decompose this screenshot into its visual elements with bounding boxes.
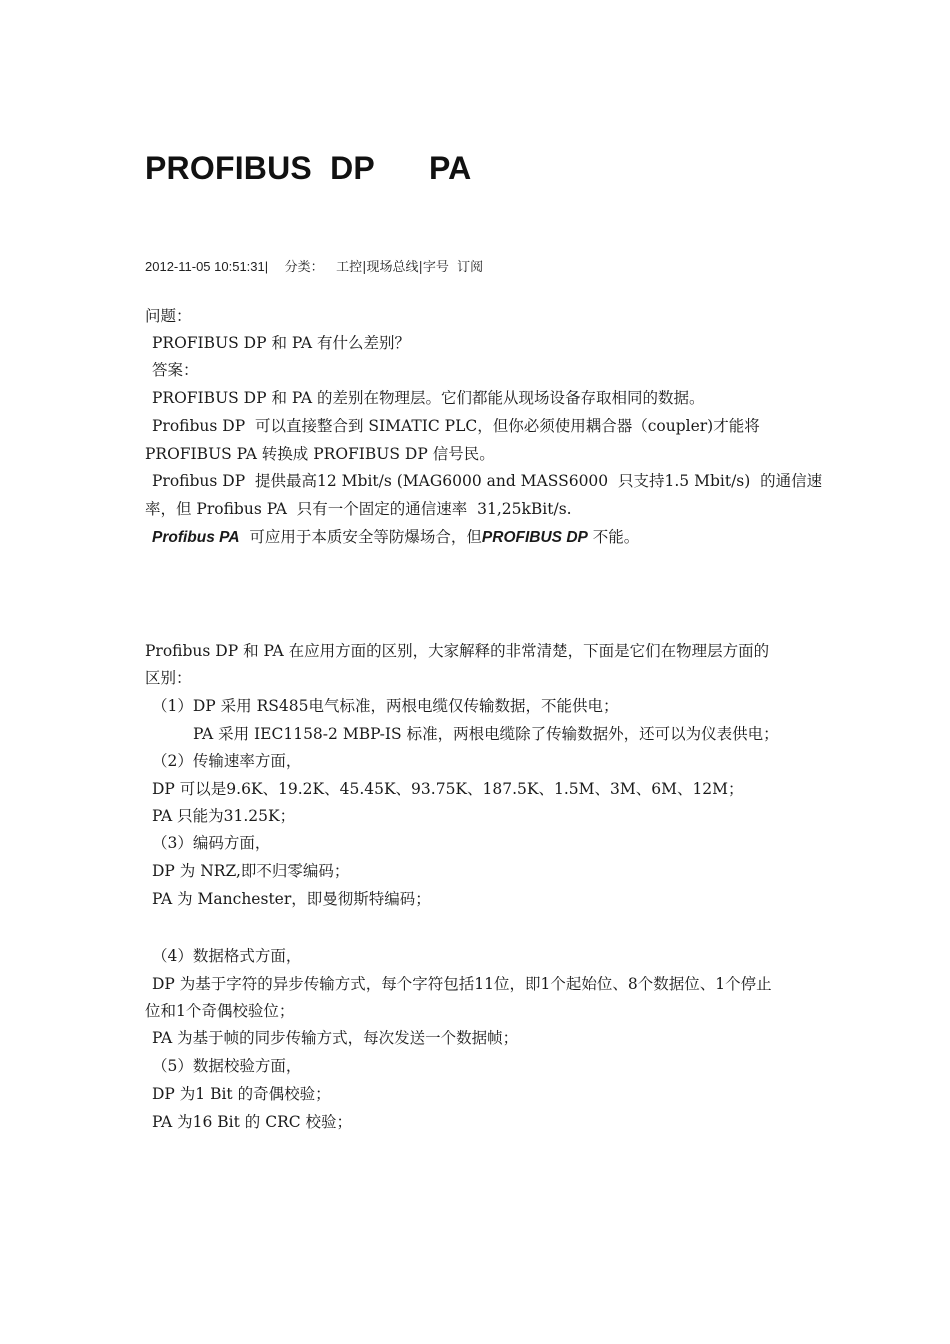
question-label: 问题： xyxy=(145,307,192,325)
point-2-heading: （2）传输速率方面， xyxy=(152,752,302,770)
point-2-pa: PA 只能为31.25K； xyxy=(152,807,296,825)
physical-intro-line-1: Profibus DP 和 PA 在应用方面的区别，大家解释的非常清楚，下面是它们在物理层方面的 xyxy=(145,642,770,660)
post-meta xyxy=(145,256,483,275)
point-3-heading: （3）编码方面， xyxy=(152,834,271,852)
profibus-dp-emphasis: PROFIBUS DP xyxy=(481,529,588,546)
question-text: PROFIBUS DP 和 PA 有什么差别？ xyxy=(152,334,411,352)
answer-paragraph-3-line-1: Profibus DP 提供最高12 Mbit/s (MAG6000 and MASS6000 只支持1.5 Mbit/s) 的通信速 xyxy=(152,472,823,490)
point-5-dp: DP 为1 Bit 的奇偶校验； xyxy=(152,1085,331,1103)
answer-paragraph-4 xyxy=(152,527,639,548)
answer-paragraph-1: PROFIBUS DP 和 PA 的差别在物理层。它们都能从现场设备存取相同的数据。 xyxy=(152,389,705,407)
point-5-heading: （5）数据校验方面， xyxy=(152,1057,302,1075)
point-4-heading: （4）数据格式方面， xyxy=(152,947,302,965)
point-5-pa: PA 为16 Bit 的 CRC 校验； xyxy=(152,1113,353,1131)
point-4-dp-line-2: 位和1个奇偶校验位； xyxy=(145,1002,295,1020)
point-2-dp: DP 可以是9.6K、19.2K、45.45K、93.75K、187.5K、1.5M、3M、6M、12M； xyxy=(152,780,744,798)
point-4-pa: PA 为基于帧的同步传输方式，每次发送一个数据帧； xyxy=(152,1029,519,1047)
point-1-pa: PA 采用 IEC1158-2 MBP-IS 标准，两根电缆除了传输数据外，还可以为仪表供电； xyxy=(193,725,779,743)
page-title: PROFIBUS DP PA xyxy=(145,150,472,186)
profibus-pa-emphasis: Profibus PA xyxy=(152,529,240,546)
category-value: 工控|现场总线|字号 订阅 xyxy=(336,260,484,275)
physical-intro-line-2: 区别： xyxy=(145,669,192,687)
point-4-dp-line-1: DP 为基于字符的异步传输方式，每个字符包括11位，即1个起始位、8个数据位、1个停止 xyxy=(152,975,772,993)
answer-paragraph-4-middle: 可应用于本质安全等防爆场合，但 xyxy=(239,528,482,546)
answer-paragraph-2-line-1: Profibus DP 可以直接整合到 SIMATIC PLC，但你必须使用耦合器（coupler)才能将 xyxy=(152,417,760,435)
answer-paragraph-4-end: 不能。 xyxy=(587,528,640,546)
point-1-dp: （1）DP 采用 RS485电气标准，两根电缆仅传输数据，不能供电； xyxy=(152,697,619,715)
answer-label: 答案： xyxy=(152,361,199,379)
point-3-dp: DP 为 NRZ,即不归零编码； xyxy=(152,862,350,880)
post-timestamp: 2012-11-05 10:51:31| xyxy=(145,259,269,274)
answer-paragraph-3-line-2: 率，但 Profibus PA 只有一个固定的通信速率 31,25kBit/s. xyxy=(145,500,572,518)
category-label: 分类： xyxy=(284,260,324,275)
answer-paragraph-2-line-2: PROFIBUS PA 转换成 PROFIBUS DP 信号民。 xyxy=(145,445,495,463)
point-3-pa: PA 为 Manchester，即曼彻斯特编码； xyxy=(152,890,431,908)
